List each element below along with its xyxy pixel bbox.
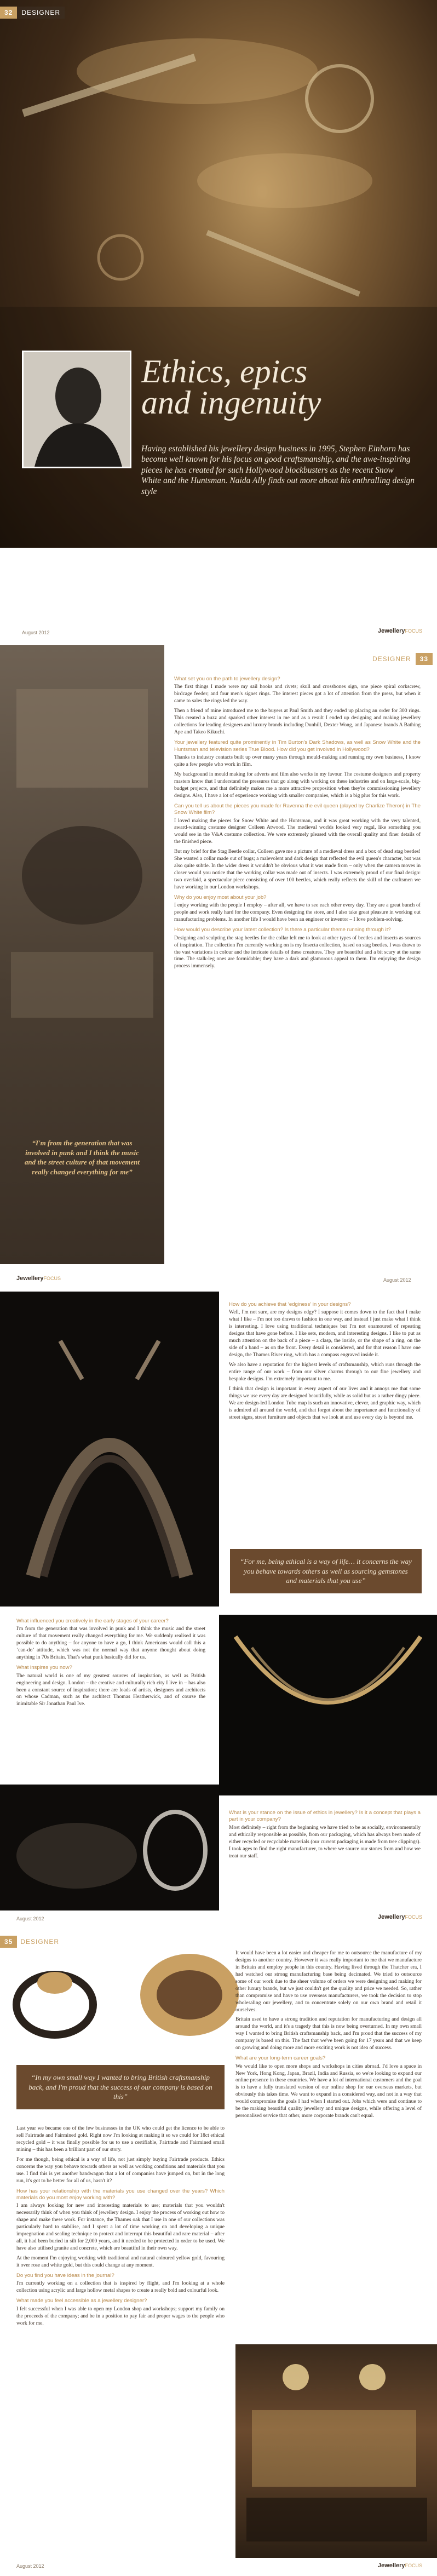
- question: What made you feel accessible as a jewellery designer?: [16, 2298, 147, 2304]
- section-label: DESIGNER: [17, 7, 65, 19]
- question: What are your long-term career goals?: [235, 2055, 326, 2062]
- footer-date: August 2012: [383, 1277, 411, 1283]
- necklace-illustration: [219, 1615, 437, 1795]
- beetle-collar-illustration: [0, 1292, 219, 1607]
- page-33: [0, 645, 437, 1292]
- portrait-photo: [22, 351, 131, 468]
- answer: My background in mould making for adverts and film also works in my favour. The costume designers and property masters know that I understand the pressures that go along with working on these industries and on large-scale, big-budget projects, and that definitely makes me a more attractive proposition when they're commissioning jewellery designs. Also, I have a lot of experience working with smaller companies, which is a big plus for this work.: [174, 771, 421, 799]
- brand-name: Jewellery: [378, 628, 405, 634]
- page-header: [372, 652, 433, 666]
- answer: I loved making the pieces for Snow White and the Huntsman, and it was great working with the very talented, award-winning costume designer Colleen Atwood. The medieval worlds looked very regal, like something you would see in the V&A costume collection. We were extremely pleased with the overall quality and finer details of the finished piece.: [174, 817, 421, 845]
- interview-column-right: [235, 1950, 422, 2122]
- answer: I enjoy working with the people I employ – after all, we have to see each other every day. They are a great bunch of people and work really hard for the company. Even designing the store, and I also take great pleasure in working out manufacturing problems. In another life I would have been an engineer or inventor – I love problem-solving.: [174, 902, 421, 923]
- interview-column-left: [16, 2125, 225, 2330]
- answer: It would have been a lot easier and cheaper for me to outsource the manufacture of my designs to another country. However it was really important to me that we manufacture in Britain and employ people in this country. Having lived through the Thatcher era, I had watched our strong manufacturing base being decimated. We tried to outsource some of our work due to the sheer volume of orders we were designing and making for other luxury brands, but we just couldn't get the quality and price we needed. So, rather than compromise and have to use overseas manufacturers, we took the decision to stop wholesaling our jewellery, and to concentrate solely on our own brand and retail it ourselves.: [235, 1950, 422, 2013]
- answer: Thanks to industry contacts built up over many years through mould-making and running my own business, I know quite a few people who work in film.: [174, 754, 421, 767]
- page-32: [0, 0, 437, 645]
- answer: Britain used to have a strong tradition and reputation for manufacturing and design all around the world, and it's a tragedy that this is now being overturned. In my own small way I wanted to bring British craftsmanship back, and I'm proud that the success of my company is based on this. The fact that we've been going for 17 years and that we keep on growing and doing more and more exciting work is not idea of success.: [235, 2016, 422, 2051]
- question: Do you find you have ideas in the journal?: [16, 2272, 114, 2279]
- title-line-2: and ingenuity: [141, 385, 321, 421]
- interview-column-left: [16, 1615, 205, 1711]
- answer: Last year we became one of the few businesses in the UK who could get the licence to be able to sell Fairtrade and Fairmined gold. Right now I'm looking at making it so we could for 18ct ethical recycled gold – it was finally possible for us to use a certifiable, Fairtrade and Fairmined small mining – this has been a brilliant part of our story.: [16, 2125, 225, 2153]
- title-line-1: Ethics, epics: [141, 353, 308, 389]
- beetle-ring-illustration: [0, 1785, 219, 1911]
- brand-suffix: FOCUS: [43, 1276, 61, 1281]
- footer-brand: [16, 1275, 61, 1282]
- answer: The first things I made were my sail hooks and rivets; skull and crossbones sign, one piece spiral corkscrew, birdcage feeder; and four men's signet rings. The interest pieces got a lot of attention from the press, but when it came to sales the rings led the way.: [174, 684, 421, 704]
- question: Can you tell us about the pieces you made for Ravenna the evil queen (played by Charlize Theron) in The Snow White film?: [174, 802, 421, 816]
- question: What influenced you creatively in the early stages of your career?: [16, 1618, 169, 1624]
- answer: Designing and sculpting the stag beetles for the collar left me to look at other types of beetles and insects as sources of inspiration. The collection I'm currently working on is my Insecta collection, based on stag beetles. I was drawn to the vast variations in colour and the intricate details of these creatures. They are beautiful and a bit scary at the same time. The stalk-leg ones are formidable; they have a dark and glamorous appeal to them. I'm enjoying the design process immensely.: [174, 934, 421, 969]
- brand-name: Jewellery: [16, 1275, 44, 1282]
- brand-name: Jewellery: [378, 1914, 405, 1920]
- brand-suffix: FOCUS: [405, 1914, 423, 1920]
- answer: But my brief for the Stag Beetle collar, Colleen gave me a picture of a medieval dress and a box of dead stag beetles! She wanted a collar made out of bugs; a malevolent and dark design that reflected the evil queen's character, but was also quite subtle. In the wider dress it wouldn't be obvious what it was made from – only when the camera moves in closer would you notice that the working collar was made out of insects. I was extremely proud of our final design: two overlaid, a spectacular piece consisting of over 100 beetles, which really reflects the skill of the craftsmen we have working in our London workshops.: [174, 848, 421, 890]
- beetle-ring-photo: [0, 1785, 219, 1911]
- brand-name: Jewellery: [378, 2562, 405, 2569]
- question: Why do you enjoy most about your job?: [174, 894, 267, 900]
- footer-date: August 2012: [16, 2563, 44, 2569]
- answer: At the moment I'm enjoying working with traditional and natural coloured yellow gold, favouring it over rose and white gold, but this could change at any moment.: [16, 2255, 225, 2268]
- answer: I am always looking for new and interesting materials to use; materials that you wouldn't necessarily think of when you think of jewellery design. I enjoy the process of working out how to shape and make these work. For instance, the Thames oak that I use in one of our collections was particularly hard to stabilise, and I spent a lot of time working on and developing a unique impregnation and sealing technique to protect and interrupt this beautiful and rare material – after all, it had been buried in silt for 2,000 years, and it needed to be protected in order to be used. We have also utilised granite and concrete, which are beautiful in their own way.: [16, 2202, 225, 2252]
- footer-brand: [378, 2562, 422, 2569]
- question: How do you achieve that ‘edginess’ in your designs?: [229, 1301, 351, 1307]
- page-34: [0, 1292, 437, 1928]
- section-label: DESIGNER: [372, 655, 411, 663]
- pull-quote: “I'm from the generation that was involved in punk and I think the music and the street culture of that movement really changed everything for me”: [24, 1139, 140, 1176]
- beetle-ring-gold-illustration: [129, 1935, 250, 2061]
- answer: Well, I'm not sure, are my designs edgy? I suppose it comes down to the fact that I make what I like – I'm not too drawn to fashion in one way, and instead I just make what I think is interesting. I love using traditional techniques but I'm not enamoured of repeating designs that have gone before. I like sets, modern, and interesting designs. I like to put as much attention on the back of a piece – a clasp, the inside, or the shape of a ring, on the side of a band – as on the front. Every detail is considered, and for that reason I have one design, the Thames River ring, which has a compass engraved inside it.: [229, 1309, 421, 1358]
- interview-column-right: [229, 1298, 421, 1424]
- gold-beetle-ring-photo: [129, 1935, 250, 2061]
- brand-suffix: FOCUS: [405, 628, 423, 634]
- page-header: [0, 5, 65, 20]
- footer-brand: [378, 628, 422, 634]
- pull-quote: “In my own small way I wanted to bring British craftsmanship back, and I'm proud that the success of our company is based on this”: [16, 2065, 225, 2109]
- answer: I felt successful when I was able to open my London shop and workshops; support my family on the proceeds of the company; and be in a position to pay fair and proper wages to the people who work for me.: [16, 2305, 225, 2326]
- page-header: [0, 1935, 59, 1949]
- standfirst: Having established his jewellery design business in 1995, Stephen Einhorn has become well known for his focus on good craftsmanship, and the awe-inspiring pieces he has created for such Hollywood blockbusters as the recent Snow White and the Huntsman. Naida Ally finds out more about his enthralling design style: [141, 444, 415, 496]
- question: How has your relationship with the materials you use changed over the years? Which materials do you most enjoy working with?: [16, 2188, 225, 2201]
- answer: Then a friend of mine introduced me to the buyers at Paul Smith and they ended up placing an order for 300 rings. This created a buzz and sparked other interest in me and as a result I ended up designing and making jewellery collections for leading designers and luxury brands including Dunhill, Dexter Wong, and Japanese brands A Bathing Ape and Takeo Kikuchi.: [174, 708, 421, 736]
- answer: We also have a reputation for the highest levels of craftsmanship, which runs through the entire range of our work – from our silver charms through to our fine jewellery and bespoke designs. I'm extremely important to me.: [229, 1362, 421, 1382]
- gold-ring-photo: [0, 1950, 126, 2049]
- shop-interior-photo: [235, 2344, 437, 2558]
- answer: Most definitely – right from the beginning we have tried to be as socially, environmentally and ethically responsible as possible, from our packaging, which has always been made of either recycled or recyclable materials (our current packaging is made from tree clippings). I took ages to find the right manufacturer, to where we source our stones from and how we treat our staff.: [229, 1824, 421, 1859]
- answer: I think that design is important in every aspect of our lives and it annoys me that some things we use every day are designed beautifully, while as solid but as a rather dingy piece. We are design-led London Tube map is such an innovative, clever, and graphic way, which is admired all around the world, and that forgot about the importance and functionality of street signs, street furniture and objects that we look at and use every day is beyond me.: [229, 1385, 421, 1420]
- shop-interior-illustration: [235, 2344, 437, 2558]
- ring-illustration: [0, 1950, 126, 2049]
- question: Your jewellery featured quite prominently in Tim Burton's Dark Shadows, as well as Snow White and the Huntsman and television series True Blood. How did you get involved in Hollywood?: [174, 739, 421, 753]
- page-number: 35: [0, 1936, 17, 1948]
- footer-date: August 2012: [16, 1916, 44, 1921]
- interview-column-lower: [229, 1806, 421, 1863]
- question: How would you describe your latest collection? Is there a particular theme running through it?: [174, 927, 391, 933]
- page-number: 32: [0, 7, 17, 19]
- necklace-photo: [219, 1615, 437, 1795]
- question: What is your stance on the issue of ethics in jewellery? Is it a concept that plays a part in your company?: [229, 1810, 421, 1823]
- footer-date: August 2012: [22, 630, 50, 635]
- page-35: [0, 1928, 437, 2576]
- answer: We would like to open more shops and workshops in cities abroad. I'd love a space in New York, Hong Kong, Japan, Brazil, India and Russia, so we're looking to expand our online presence in these countries. We have a lot of international customers and the goal is to have a fully translated version of our online shop for our overseas markets, but obviously this takes time. We want to expand in a considered way, and not in a way that would compromise the goals I had when I started out. Jobs which were and continue to be the making beautiful quality jewellery and unique designs, while offering a level of personalised service that other, more corporate brands can't equal.: [235, 2063, 422, 2119]
- brand-suffix: FOCUS: [405, 2563, 423, 2568]
- question: What inspires you now?: [16, 1665, 72, 1671]
- pull-quote: “For me, being ethical is a way of life… it concerns the way you behave towards others as well as sourcing gemstones and materials that you use”: [230, 1549, 422, 1593]
- answer: I'm currently working on a collection that is inspired by flight, and I'm looking at a whole collection using acrylic and large hollow metal shapes to create a really bold and colourful look.: [16, 2280, 225, 2294]
- section-label: DESIGNER: [20, 1938, 60, 1946]
- answer: For me though, being ethical is a way of life, not just simply buying Fairtrade products. Ethics concerns the way you behave towards others as well as working conditions and materials that you use. I find this is yet another bandwagon that a lot of companies have jumped on, but in the long run, it's got to be better for all of us, hasn't it?: [16, 2156, 225, 2184]
- answer: The natural world is one of my greatest sources of inspiration, as well as British engineering and design. London – the creative and culturally rich city I live in – has also been a constant source of inspiration; there are loads of artists, designers and architects on whose Cadman, such as the architect Thomas Heatherwick, and of course the inimitable Sir Jonathan Paul Ive.: [16, 1672, 205, 1707]
- question: What set you on the path to jewellery design?: [174, 676, 280, 682]
- stag-beetle-collar-photo: [0, 1292, 219, 1607]
- article-title: [141, 353, 426, 421]
- footer-brand: [378, 1914, 422, 1920]
- interview-column: [174, 673, 421, 973]
- page-number: 33: [416, 653, 433, 665]
- answer: I'm from the generation that was involved in punk and I think the music and the street culture of that movement really changed everything for me. We suddenly realised it was possible to do anything – for anyone to have a go, I think Americans would call this a ‘can-do’ attitude, which was not the normal way that anyone thought about doing anything in 70s Britain. That's what punk basically did for us.: [16, 1626, 205, 1661]
- portrait-silhouette: [24, 352, 130, 467]
